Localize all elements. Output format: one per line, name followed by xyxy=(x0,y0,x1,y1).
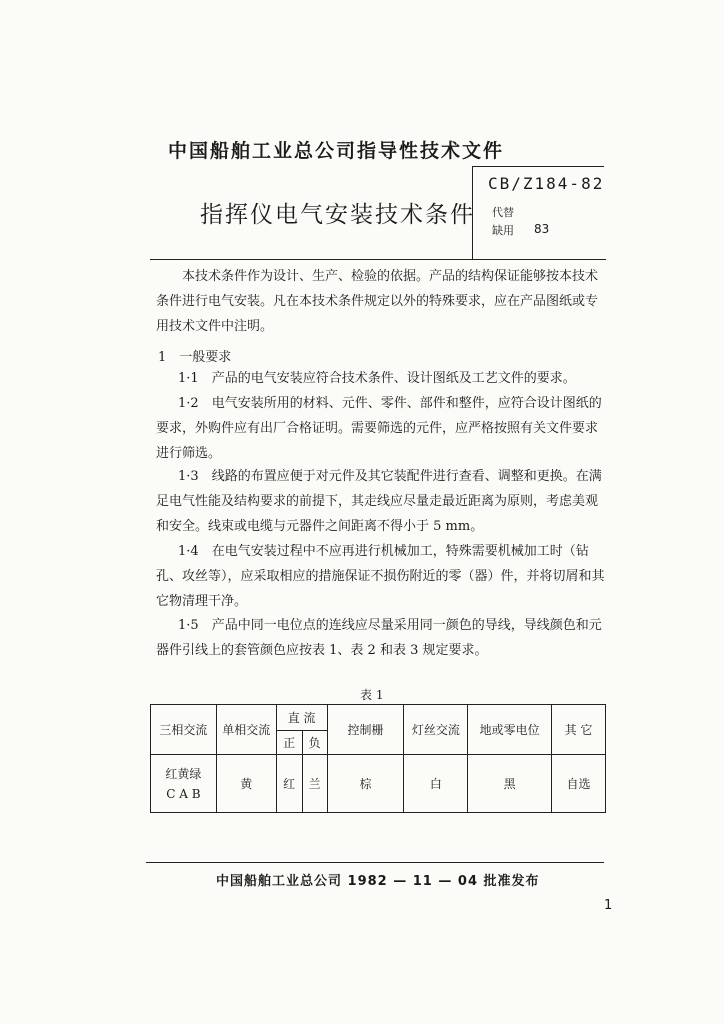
header-filament-ac: 灯丝交流 xyxy=(404,705,468,755)
approval-line: 中国船舶工业总公司 1982 — 11 — 04 批准发布 xyxy=(216,874,540,889)
clause-number: 1·4 xyxy=(178,544,199,559)
intro-paragraph: 本技术条件作为设计、生产、检验的依据。产品的结构保证能够按本技术条件进行电气安装。凡在本技术条件规定以外的特殊要求，应在产品图纸或专用技术文件中注明。 xyxy=(156,269,599,334)
gap-label: 缺用 xyxy=(492,224,514,237)
header-single-phase: 单相交流 xyxy=(216,705,276,755)
cell-control-grid: 棕 xyxy=(327,755,404,813)
clause-1-4 xyxy=(156,539,606,614)
header-dc-negative: 负 xyxy=(302,731,327,755)
clause-1-5 xyxy=(156,613,606,663)
header-three-phase: 三相交流 xyxy=(151,705,217,755)
three-phase-colors: 红黄绿 xyxy=(165,766,202,781)
footer-rule xyxy=(146,862,604,863)
clause-1-2 xyxy=(156,391,606,466)
three-phase-phases: C A B xyxy=(166,786,201,801)
header-dc: 直 流 xyxy=(276,705,327,731)
header-control-grid: 控制栅 xyxy=(327,705,404,755)
clause-text: 产品的电气安装应符合技术条件、设计图纸及工艺文件的要求。 xyxy=(211,371,576,386)
clause-number: 1·2 xyxy=(178,396,199,411)
clause-number: 1·5 xyxy=(178,618,199,633)
document-title: 指挥仪电气安装技术条件 xyxy=(200,202,475,228)
cell-other: 自选 xyxy=(552,755,606,813)
clause-text: 产品中同一电位点的连线应尽量采用同一颜色的导线，导线颜色和元器件引线上的套管颜色应按表 1、表 2 和表 3 规定要求。 xyxy=(156,618,602,658)
cell-filament-ac: 白 xyxy=(404,755,468,813)
cell-single-phase: 黄 xyxy=(216,755,276,813)
header-rule-vertical xyxy=(472,166,473,260)
header-ground: 地或零电位 xyxy=(468,705,552,755)
section-heading-1: 1 一般要求 xyxy=(158,350,232,365)
clause-number: 1·1 xyxy=(178,371,199,386)
page-number: 1 xyxy=(604,898,613,913)
clause-number: 1·3 xyxy=(178,469,199,484)
header-other: 其 它 xyxy=(552,705,606,755)
header-dc-positive: 正 xyxy=(276,731,302,755)
issuing-organization: 中国船舶工业总公司指导性技术文件 xyxy=(168,140,505,162)
clause-1-1 xyxy=(156,366,606,391)
clause-text: 线路的布置应便于对元件及其它装配件进行查看、调整和更换。在满足电气性能及结构要求的前提下，其走线应尽量走最近距离为原则，考虑美观和安全。线束或电缆与元器件之间距离不得小于 5 mm。 xyxy=(156,469,602,534)
replaces-label: 代替 xyxy=(492,206,514,219)
clause-1-3 xyxy=(156,464,606,539)
table-caption: 表 1 xyxy=(360,688,384,702)
cell-three-phase xyxy=(151,755,217,813)
cell-ground: 黑 xyxy=(468,755,552,813)
clause-text: 在电气安装过程中不应再进行机械加工，特殊需要机械加工时（钻孔、攻丝等），应采取相应的措施保证不损伤附近的零（器）件，并将切屑和其它物清理干净。 xyxy=(156,544,605,609)
header-rule-long xyxy=(150,259,606,260)
cell-dc-negative: 兰 xyxy=(302,755,327,813)
cell-dc-positive: 红 xyxy=(276,755,302,813)
wire-color-table xyxy=(150,704,606,813)
document-number: CB/Z184-82 xyxy=(488,174,605,193)
gap-year: 83 xyxy=(534,222,550,236)
clause-text: 电气安装所用的材料、元件、零件、部件和整件，应符合设计图纸的要求，外购件应有出厂合格证明。需要筛选的元件，应严格按照有关文件要求进行筛选。 xyxy=(156,396,602,461)
header-rule-short xyxy=(472,166,604,167)
